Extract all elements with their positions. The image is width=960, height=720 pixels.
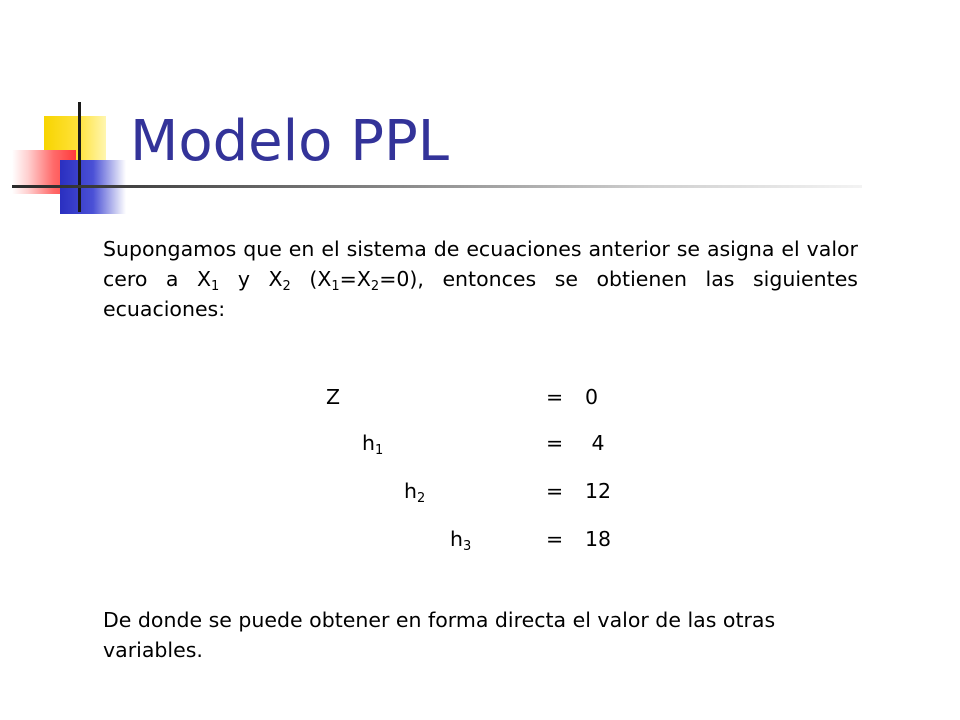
title-underline (12, 185, 862, 188)
subscript: 2 (282, 279, 291, 294)
equation-value-z: 0 (585, 385, 599, 409)
equation-equals-sign: = (546, 527, 564, 551)
intro-text-part: =X (339, 267, 371, 291)
intro-text-part: =0), entonces se obtienen las siguientes ecuaciones: (103, 267, 858, 321)
intro-text-part: (X (290, 267, 332, 291)
equation-equals-sign: = (546, 385, 564, 409)
equation-variable-h2: $h_2$ (404, 479, 426, 506)
slide-title: Modelo PPL (130, 109, 449, 174)
equation-value-h1: 4 (585, 431, 605, 455)
subscript: 2 (370, 279, 380, 294)
equation-value-h3: 18 (585, 527, 612, 551)
conclusion-paragraph: De donde se puede obtener en forma directa el valor de las otras variables. (103, 608, 776, 662)
equation-variable-h3: $h_3$ (450, 527, 472, 554)
intro-text-part: y X (219, 267, 283, 291)
subscript: 1 (211, 279, 220, 294)
subscript: 1 (331, 279, 340, 294)
equation-equals-sign: = (546, 431, 564, 455)
decorative-vertical-line (78, 102, 81, 212)
intro-text-part: Supongamos que en el sistema de ecuaciones anterior se asigna el valor cero a X (103, 237, 858, 291)
intro-paragraph (103, 234, 858, 324)
equation-variable-h1: $h_1$ (362, 431, 384, 458)
equation-variable-z: Z (326, 385, 341, 409)
equation-value-h2: 12 (585, 479, 612, 503)
equation-equals-sign: = (546, 479, 564, 503)
